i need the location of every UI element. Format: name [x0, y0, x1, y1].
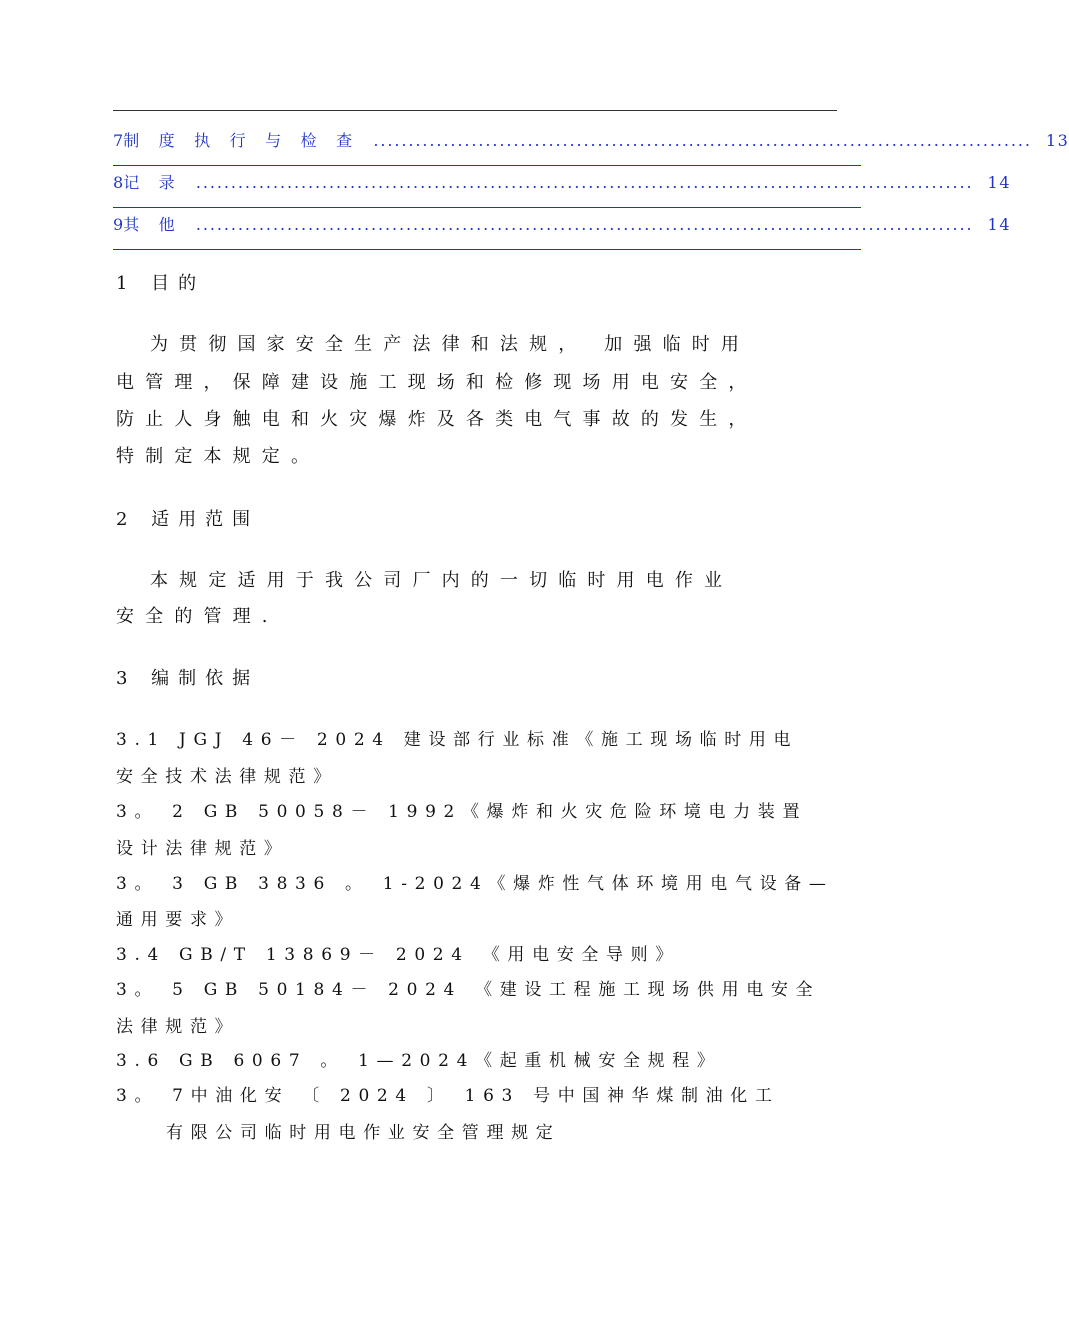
- reference-line: 3。 5 GB 50184－ 2024 《建设工程施工现场供用电安全: [116, 980, 821, 1000]
- reference-line: 安全技术法律规范》: [116, 767, 338, 787]
- reference-line: 有限公司临时用电作业安全管理规定: [166, 1123, 561, 1143]
- toc-number: 9: [113, 215, 124, 234]
- toc-title: 其 他: [123, 215, 182, 234]
- reference-line: 3。 7中油化安 〔 2024 〕 163 号中国神华煤制油化工: [116, 1086, 780, 1106]
- section-heading-purpose: 1 目的: [116, 273, 206, 294]
- paragraph-line: 安全的管理.: [116, 606, 279, 627]
- reference-line: 3。 3 GB 3836 。 1-2024《爆炸性气体环境用电气设备—: [116, 874, 834, 894]
- section-heading-scope: 2 适用范围: [116, 509, 260, 530]
- reference-line: 设计法律规范》: [116, 839, 289, 859]
- toc-entry-9[interactable]: [113, 208, 1012, 250]
- toc-leader-dots: ..............................................................................................: [373, 131, 1032, 150]
- header-rule: [113, 110, 837, 111]
- toc-page-number: 14: [987, 215, 1012, 234]
- reference-line: 法律规范》: [116, 1017, 240, 1037]
- toc-page-number: 13: [1045, 131, 1069, 150]
- toc-entry-8[interactable]: [113, 166, 1012, 208]
- toc-page-number: 14: [987, 173, 1012, 192]
- section-heading-basis: 3 编制依据: [116, 668, 260, 689]
- reference-line: 3.1 JGJ 46－ 2024 建设部行业标准《施工现场临时用电: [116, 730, 799, 750]
- toc-title: 制 度 执 行 与 检 查: [123, 131, 360, 150]
- paragraph-line: 为贯彻国家安全生产法律和法规， 加强临时用: [150, 334, 751, 355]
- toc-leader-dots: ...............................................................................................................: [195, 215, 974, 234]
- toc-number: 8: [113, 173, 124, 192]
- reference-line: 3。 2 GB 50058－ 1992《爆炸和火灾危险环境电力装置: [116, 802, 808, 822]
- paragraph-line: 防止人身触电和火灾爆炸及各类电气事故的发生，: [116, 409, 758, 430]
- reference-line: 3.6 GB 6067 。 1—2024《起重机械安全规程》: [116, 1051, 722, 1071]
- toc-entry-7[interactable]: [113, 124, 1069, 166]
- toc-title: 记 录: [123, 173, 182, 192]
- paragraph-line: 电管理，保障建设施工现场和检修现场用电安全，: [116, 372, 758, 393]
- table-of-contents: [113, 124, 1069, 250]
- toc-leader-dots: ...............................................................................................................: [195, 173, 974, 192]
- paragraph-line: 本规定适用于我公司厂内的一切临时用电作业: [150, 570, 734, 591]
- toc-number: 7: [113, 131, 124, 150]
- reference-line: 3.4 GB/T 13869－ 2024 《用电安全导则》: [116, 945, 680, 965]
- paragraph-line: 特制定本规定。: [116, 446, 321, 467]
- reference-line: 通用要求》: [116, 910, 240, 930]
